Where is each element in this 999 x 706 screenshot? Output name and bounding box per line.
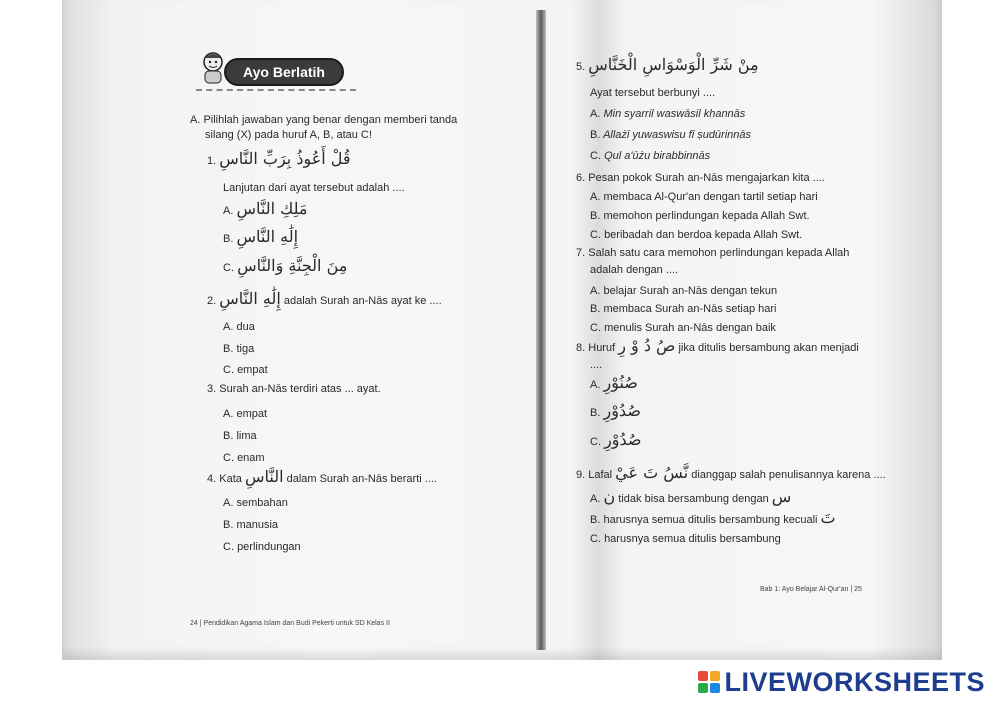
option-label: A. [590, 285, 601, 297]
book-spine [536, 10, 546, 650]
q4-option-a[interactable] [223, 496, 288, 510]
q5-option-a[interactable] [590, 107, 745, 121]
question-2 [207, 289, 442, 308]
q7-option-c[interactable] [590, 321, 776, 335]
option-arabic: صُنُوْرِ [603, 373, 638, 392]
question-9 [576, 463, 886, 482]
question-5-text: Ayat tersebut berbunyi .... [590, 87, 716, 99]
instruction-line-1: A. Pilihlah jawaban yang benar dengan memberi tanda [190, 114, 458, 126]
option-label: B. [590, 129, 601, 141]
question-number: 5. [576, 61, 586, 73]
right-footer [760, 586, 862, 593]
option-text: harusnya semua ditulis bersambung kecuali [603, 514, 818, 526]
option-label: A. [223, 408, 234, 420]
question-prefix: Lafal [588, 469, 613, 481]
q6-option-a[interactable] [590, 190, 818, 204]
option-arabic: تَ [820, 508, 836, 527]
option-arabic: مَلِكِ النَّاسِ [236, 199, 308, 218]
title-divider [196, 89, 356, 91]
page-number: 24 [190, 620, 198, 627]
question-number: 1. [207, 155, 217, 167]
q2-option-a[interactable] [223, 320, 255, 334]
option-text: belajar Surah an-Nās dengan tekun [603, 285, 778, 297]
option-text: Min syarril waswāsil khannās [603, 108, 746, 120]
question-number: 2. [207, 295, 217, 307]
option-label: C. [590, 150, 601, 162]
option-text: Allażī yuwaswisu fī ṣudūrinnās [603, 129, 752, 141]
question-prefix: Kata [219, 473, 242, 485]
question-7 [576, 246, 849, 260]
option-label: A. [590, 493, 601, 505]
option-arabic: صُدُوْرِ [604, 430, 642, 449]
option-text: harusnya semua ditulis bersambung [604, 533, 781, 545]
option-text: tiga [236, 343, 255, 355]
question-number: 3. [207, 383, 217, 395]
option-arabic: ن [603, 487, 616, 506]
q8-option-b[interactable] [590, 401, 641, 420]
question-number: 8. [576, 342, 586, 354]
q7-option-a[interactable] [590, 284, 777, 298]
option-label: B. [590, 210, 601, 222]
question-5 [576, 55, 759, 74]
question-number: 4. [207, 473, 217, 485]
option-text: lima [236, 430, 257, 442]
question-number: 7. [576, 247, 586, 259]
question-text: dianggap salah penulisannya karena .... [691, 469, 886, 481]
option-text: sembahan [236, 497, 288, 509]
option-label: B. [223, 233, 234, 245]
question-number: 6. [576, 172, 586, 184]
option-label: C. [223, 262, 234, 274]
option-text: empat [237, 364, 268, 376]
option-text: dua [236, 321, 255, 333]
question-4 [207, 467, 437, 486]
q9-option-b[interactable] [590, 508, 836, 527]
question-1-text: Lanjutan dari ayat tersebut adalah .... [223, 182, 405, 194]
question-3 [207, 382, 381, 396]
q3-option-b[interactable] [223, 429, 257, 443]
question-number: 9. [576, 469, 586, 481]
q4-option-b[interactable] [223, 518, 278, 532]
footer-title: Pendidikan Agama Islam dan Budi Pekerti untuk SD Kelas II [203, 620, 390, 627]
question-text: jika ditulis bersambung akan menjadi [678, 342, 859, 354]
q5-option-c[interactable] [590, 149, 710, 163]
option-label: C. [590, 229, 601, 241]
q1-option-b[interactable] [223, 227, 299, 246]
logo-text: LIVEWORKSHEETS [724, 666, 985, 697]
option-text: beribadah dan berdoa kepada Allah Swt. [604, 229, 803, 241]
option-text: memohon perlindungan kepada Allah Swt. [603, 210, 810, 222]
option-label: B. [223, 519, 234, 531]
instruction-line-2: silang (X) pada huruf A, B, atau C! [205, 129, 372, 141]
footer-separator: | [850, 586, 853, 593]
option-label: B. [590, 514, 601, 526]
page-number: 25 [854, 586, 862, 593]
question-8 [576, 336, 859, 355]
liveworksheets-logo [698, 668, 985, 696]
question-arabic: قُلْ أَعُوذُ بِرَبِّ النَّاسِ [219, 149, 351, 168]
option-label: C. [223, 452, 234, 464]
option-label: C. [223, 541, 234, 553]
option-text: menulis Surah an-Nās dengan baik [604, 322, 776, 334]
q5-option-b[interactable] [590, 128, 751, 142]
option-label: B. [223, 430, 234, 442]
option-arabic: صُدُوْرِ [603, 401, 641, 420]
q7-option-b[interactable] [590, 302, 777, 316]
option-text: membaca Al-Qur'an dengan tartil setiap hari [603, 191, 818, 203]
q1-option-a[interactable] [223, 199, 308, 218]
q9-option-a[interactable] [590, 487, 792, 506]
option-text: empat [236, 408, 268, 420]
question-prefix: Huruf [588, 342, 616, 354]
option-text: tidak bisa bersambung dengan [618, 493, 769, 505]
option-label: A. [590, 379, 601, 391]
option-label: A. [223, 205, 234, 217]
option-label: B. [590, 303, 601, 315]
left-footer [190, 620, 390, 627]
q8-option-c[interactable] [590, 430, 642, 449]
section-title: Ayo Berlatih [224, 58, 344, 86]
option-text: manusia [236, 519, 279, 531]
option-label: A. [223, 321, 234, 333]
question-8-line-2: .... [590, 359, 603, 371]
option-text: enam [237, 452, 265, 464]
question-7-line-2: adalah dengan .... [590, 264, 679, 276]
section-title-badge [196, 50, 346, 84]
option-label: A. [590, 191, 601, 203]
option-label: C. [590, 533, 601, 545]
question-text: adalah Surah an-Nās ayat ke .... [283, 295, 442, 307]
option-label: A. [590, 108, 601, 120]
question-arabic: إِلَٰهِ النَّاسِ [219, 289, 281, 308]
option-arabic: مِنَ الْجِنَّةِ وَالنَّاسِ [237, 256, 348, 275]
q3-option-a[interactable] [223, 407, 267, 421]
q6-option-b[interactable] [590, 209, 810, 223]
option-text: membaca Surah an-Nās setiap hari [603, 303, 777, 315]
option-label: A. [223, 497, 234, 509]
q2-option-c[interactable] [223, 363, 268, 377]
q8-option-a[interactable] [590, 373, 638, 392]
footer-separator: | [199, 620, 202, 627]
option-text: Qul a'ūżu birabbinnās [604, 150, 711, 162]
question-text: Pesan pokok Surah an-Nās mengajarkan kita .... [588, 172, 825, 184]
question-arabic: النَّاسِ [244, 467, 284, 486]
question-arabic: مِنْ شَرِّ الْوَسْوَاسِ الْخَنَّاسِ [588, 55, 759, 74]
option-label: C. [590, 436, 601, 448]
footer-chapter: Bab 1: Ayo Belajar Al-Qur'an [760, 586, 849, 593]
logo-mark-icon [698, 671, 720, 693]
question-6 [576, 171, 825, 185]
q4-option-c[interactable] [223, 540, 301, 554]
book-spread [62, 0, 942, 660]
question-arabic: نَّسُ تَ عَيْ [615, 463, 689, 482]
question-text: dalam Surah an-Nās berarti .... [286, 473, 437, 485]
option-arabic: س [771, 487, 792, 506]
q6-option-c[interactable] [590, 228, 802, 242]
q3-option-c[interactable] [223, 451, 265, 465]
question-arabic: صُ دُ وْ رِ [618, 336, 676, 355]
option-label: B. [223, 343, 234, 355]
question-text: Salah satu cara memohon perlindungan kepada Allah [588, 247, 850, 259]
question-1 [207, 149, 351, 168]
q2-option-b[interactable] [223, 342, 254, 356]
question-text: Surah an-Nās terdiri atas ... ayat. [219, 383, 381, 395]
option-label: C. [223, 364, 234, 376]
option-text: perlindungan [237, 541, 301, 553]
q9-option-c[interactable] [590, 532, 781, 546]
option-label: C. [590, 322, 601, 334]
option-label: B. [590, 407, 601, 419]
option-arabic: إِلَٰهِ النَّاسِ [236, 227, 299, 246]
q1-option-c[interactable] [223, 256, 348, 275]
